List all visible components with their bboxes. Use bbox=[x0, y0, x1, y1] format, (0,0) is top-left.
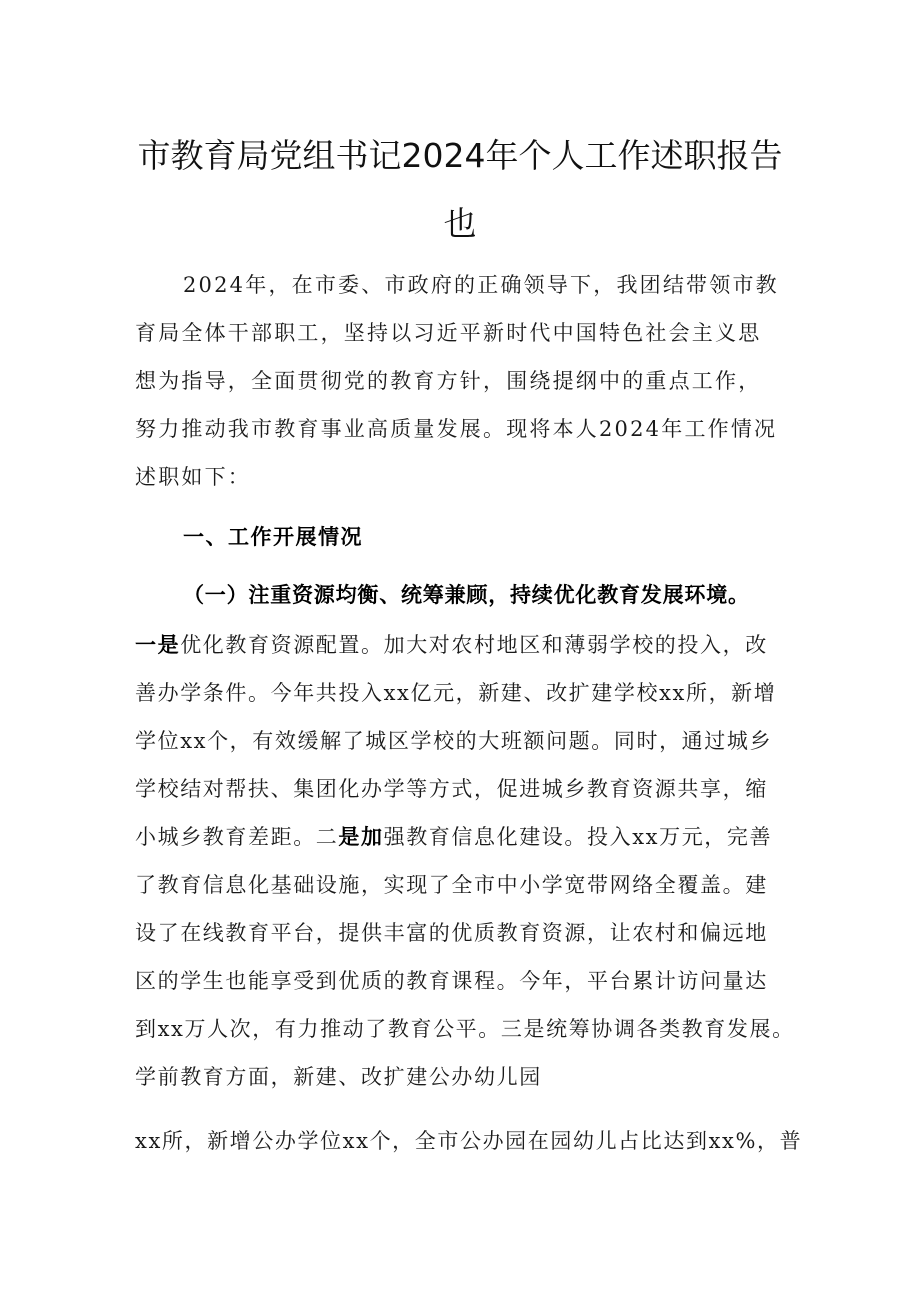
paragraph-line-7: 设了在线教育平台，提供丰富的优质教育资源，让农村和偏远地 bbox=[135, 921, 768, 945]
paragraph-line-5-end: 强教育信息化建设。投入xx万元，完善 bbox=[383, 825, 773, 849]
paragraph-line-5-bold: 是加 bbox=[338, 824, 384, 849]
paragraph-line-9: 到xx万人次，有力推动了教育公平。三是统筹协调各类教育发展。 bbox=[135, 1017, 795, 1041]
paragraph-line-5-start: 小城乡教育差距。二 bbox=[135, 825, 339, 849]
intro-line-1: 2024年，在市委、市政府的正确领导下，我团结带领市教 bbox=[183, 273, 779, 297]
document-title-line-1: 市教育局党组书记2024年个人工作述职报告 bbox=[137, 136, 783, 175]
paragraph-line-2: 善办学条件。今年共投入xx亿元，新建、改扩建学校xx所，新增 bbox=[135, 681, 777, 705]
paragraph-lead: 一是 bbox=[135, 632, 181, 657]
intro-line-2: 育局全体干部职工，坚持以习近平新时代中国特色社会主义思 bbox=[135, 321, 762, 345]
paragraph-line-8: 区的学生也能享受到优质的教育课程。今年，平台累计访问量达 bbox=[135, 969, 768, 993]
paragraph-line-11: xx所，新增公办学位xx个，全市公办园在园幼儿占比达到xx%，普 bbox=[135, 1129, 803, 1153]
document-title-line-2: 也 bbox=[443, 204, 477, 243]
intro-line-5: 述职如下： bbox=[135, 465, 251, 489]
paragraph-line-4: 学校结对帮扶、集团化办学等方式，促进城乡教育资源共享，缩 bbox=[135, 777, 768, 801]
paragraph-line-3: 学位xx个，有效缓解了城区学校的大班额问题。同时，通过城乡 bbox=[135, 729, 773, 753]
section-heading: 一、工作开展情况 bbox=[183, 524, 363, 549]
intro-line-3: 想为指导，全面贯彻党的教育方针，围绕提纲中的重点工作， bbox=[135, 369, 762, 393]
paragraph-line-10: 学前教育方面，新建、改扩建公办幼儿园 bbox=[135, 1065, 542, 1089]
subsection-heading: （一）注重资源均衡、统筹兼顾，持续优化教育发展环境。 bbox=[183, 582, 750, 607]
paragraph-line-5 bbox=[135, 822, 772, 852]
paragraph-line-1-text: 优化教育资源配置。加大对农村地区和薄弱学校的投入，改 bbox=[180, 633, 768, 657]
intro-line-4: 努力推动我市教育事业高质量发展。现将本人2024年工作情况 bbox=[135, 417, 778, 441]
paragraph-line-6: 了教育信息化基础设施，实现了全市中小学宽带网络全覆盖。建 bbox=[135, 873, 768, 897]
paragraph-line-1 bbox=[135, 630, 768, 660]
